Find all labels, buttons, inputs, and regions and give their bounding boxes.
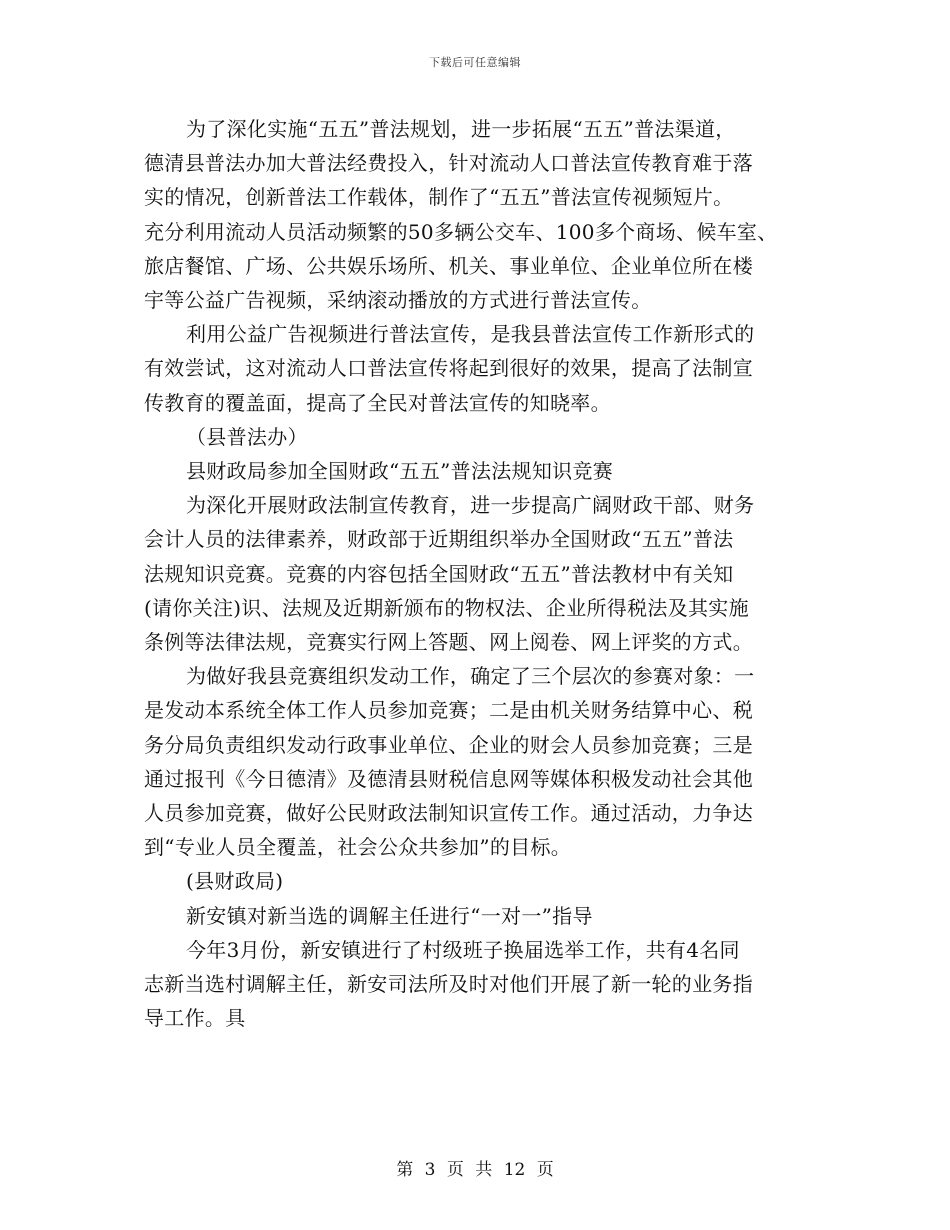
text-line: 传教育的覆盖面，提高了全民对普法宣传的知晓率。 bbox=[144, 390, 611, 415]
text-line: 有效尝试，这对流动人口普法宣传将起到很好的效果，提高了法制宣 bbox=[144, 356, 753, 381]
section-heading bbox=[144, 899, 794, 933]
section-heading bbox=[144, 454, 794, 488]
page-header: 下载后可任意编辑 bbox=[429, 56, 521, 69]
text-line: (请你关注)识、法规及近期新颁布的物权法、企业所得税法及其实施 bbox=[144, 595, 749, 620]
text-line: 宇等公益广告视频，采纳滚动播放的方式进行普法宣传。 bbox=[144, 288, 652, 313]
text-line: 充分利用流动人员活动频繁的50多辆公交车、100多个商场、候车室、 bbox=[144, 219, 778, 244]
source-attribution bbox=[144, 420, 794, 454]
text-line: 县财政局参加全国财政“五五”普法法规知识竞赛 bbox=[186, 459, 614, 484]
text-line: 务分局负责组织发动行政事业单位、企业的财会人员参加竞赛；三是 bbox=[144, 732, 753, 757]
text-line: 是发动本系统全体工作人员参加竞赛；二是由机关财务结算中心、税 bbox=[144, 698, 753, 723]
paragraph bbox=[144, 317, 794, 420]
text-line: 今年3月份，新安镇进行了村级班子换届选举工作，共有4名同 bbox=[186, 937, 740, 962]
text-line: 为深化开展财政法制宣传教育，进一步提高广阔财政干部、财务 bbox=[186, 493, 755, 518]
text-line: 条例等法律法规，竞赛实行网上答题、网上阅卷、网上评奖的方式。 bbox=[144, 630, 753, 655]
text-line: 到“专业人员全覆盖，社会公众共参加”的目标。 bbox=[144, 835, 572, 860]
text-line: 新安镇对新当选的调解主任进行“一对一”指导 bbox=[186, 903, 593, 928]
text-line: （县普法办） bbox=[186, 424, 308, 449]
text-line: 通过报刊《今日德清》及德清县财税信息网等媒体积极发动社会其他 bbox=[144, 766, 753, 791]
paragraph bbox=[144, 112, 794, 317]
text-line: 为做好我县竞赛组织发动工作，确定了三个层次的参赛对象：一 bbox=[186, 664, 755, 689]
page-footer: 第 3 页 共 12 页 bbox=[396, 1160, 554, 1180]
text-line: 为了深化实施“五五”普法规划，进一步拓展“五五”普法渠道， bbox=[186, 117, 736, 141]
text-line: 导工作。具 bbox=[144, 1006, 246, 1031]
text-line: 人员参加竞赛，做好公民财政法制知识宣传工作。通过活动，力争达 bbox=[144, 801, 753, 826]
paragraph bbox=[144, 659, 794, 864]
paragraph bbox=[144, 933, 794, 1036]
text-line: 会计人员的法律素养，财政部于近期组织举办全国财政“五五”普法 bbox=[144, 527, 734, 552]
source-attribution bbox=[144, 864, 794, 898]
text-line: 实的情况，创新普法工作载体，制作了“五五”普法宣传视频短片。 bbox=[144, 185, 734, 210]
text-line: (县财政局) bbox=[186, 869, 284, 894]
text-line: 志新当选村调解主任，新安司法所及时对他们开展了新一轮的业务指 bbox=[144, 972, 753, 997]
document-body bbox=[144, 112, 794, 1035]
text-line: 德清县普法办加大普法经费投入，针对流动人口普法宣传教育难于落 bbox=[144, 151, 753, 176]
text-line: 旅店餐馆、广场、公共娱乐场所、机关、事业单位、企业单位所在楼 bbox=[144, 253, 753, 278]
text-line: 法规知识竞赛。竞赛的内容包括全国财政“五五”普法教材中有关知 bbox=[144, 561, 734, 586]
paragraph bbox=[144, 488, 794, 659]
text-line: 利用公益广告视频进行普法宣传，是我县普法宣传工作新形式的 bbox=[186, 322, 755, 347]
